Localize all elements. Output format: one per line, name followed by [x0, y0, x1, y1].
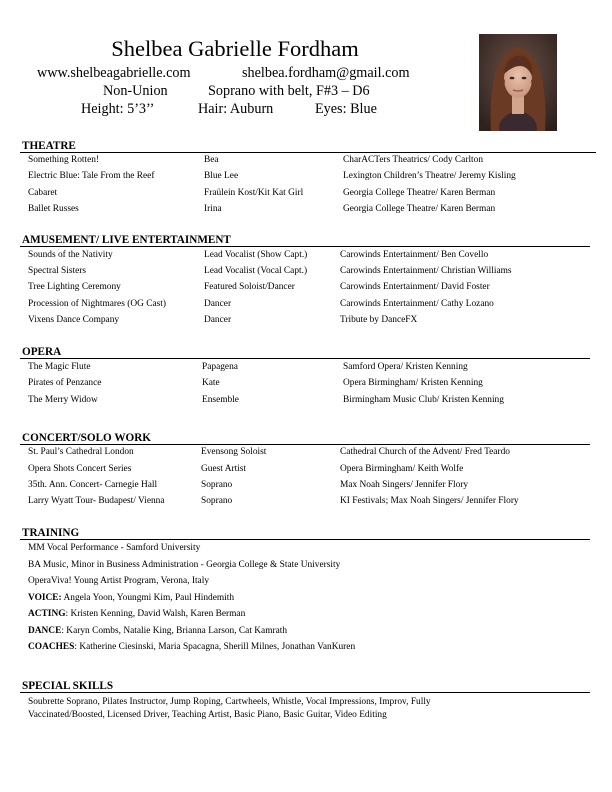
training-voice: VOICE: Angela Yoon, Youngmi Kim, Paul Hindemith	[28, 593, 235, 603]
table-row: 35th. Ann. Concert- Carnegie Hall Soprano Max Noah Singers/ Jennifer Flory	[28, 480, 469, 490]
section-title-opera: OPERA	[22, 346, 62, 358]
table-row: Electric Blue: Tale From the Reef Blue Lee Lexington Children’s Theatre/ Jeremy Kisling	[28, 171, 516, 181]
training-acting: ACTING: Kristen Kenning, David Walsh, Karen Berman	[28, 609, 246, 619]
email-link[interactable]: shelbea.fordham@gmail.com	[242, 65, 410, 81]
section-rule	[20, 246, 590, 247]
training-program: OperaViva! Young Artist Program, Verona, Italy	[28, 576, 210, 586]
table-row: Opera Shots Concert Series Guest Artist Opera Birmingham/ Keith Wolfe	[28, 464, 464, 474]
section-title-concert: CONCERT/SOLO WORK	[22, 432, 152, 444]
voice-type: Soprano with belt, F#3 – D6	[208, 83, 370, 99]
table-row: The Magic Flute Papagena Samford Opera/ Kristen Kenning	[28, 362, 468, 372]
section-title-training: TRAINING	[22, 527, 80, 539]
table-row: The Merry Widow Ensemble Birmingham Music Club/ Kristen Kenning	[28, 395, 504, 405]
website-link[interactable]: www.shelbeagabrielle.com	[37, 65, 191, 81]
table-row: Tree Lighting Ceremony Featured Soloist/Dancer Carowinds Entertainment/ David Foster	[28, 282, 490, 292]
section-rule	[20, 358, 590, 359]
table-row: Spectral Sisters Lead Vocalist (Vocal Capt.) Carowinds Entertainment/ Christian Williams	[28, 266, 512, 276]
union-status: Non-Union	[103, 83, 168, 99]
table-row: Ballet Russes Irina Georgia College Theatre/ Karen Berman	[28, 204, 496, 214]
table-row: Vixens Dance Company Dancer Tribute by DanceFX	[28, 315, 418, 325]
table-row: Something Rotten! Bea CharACTers Theatrics/ Cody Carlton	[28, 155, 484, 165]
section-title-theatre: THEATRE	[22, 140, 76, 152]
table-row: Pirates of Penzance Kate Opera Birmingham/ Kristen Kenning	[28, 378, 483, 388]
resume-name: Shelbea Gabrielle Fordham	[111, 36, 359, 61]
skills-line-2: Vaccinated/Boosted, Licensed Driver, Teaching Artist, Basic Piano, Basic Guitar, Video Editing	[28, 710, 387, 720]
section-rule	[20, 539, 590, 540]
section-rule	[20, 152, 596, 153]
eyes: Eyes: Blue	[315, 101, 377, 117]
table-row: Sounds of the Nativity Lead Vocalist (Show Capt.) Carowinds Entertainment/ Ben Covello	[28, 250, 489, 260]
training-coaches: COACHES: Katherine Ciesinski, Maria Spacagna, Sherill Milnes, Jonathan VanKuren	[28, 642, 356, 652]
skills-line-1: Soubrette Soprano, Pilates Instructor, Jump Roping, Cartwheels, Whistle, Vocal Impressions, Improv, Fully	[28, 697, 431, 707]
section-rule	[20, 692, 590, 693]
training-dance: DANCE: Karyn Combs, Natalie King, Brianna Larson, Cat Kamrath	[28, 626, 288, 636]
training-degree-ba: BA Music, Minor in Business Administration - Georgia College & State University	[28, 560, 341, 570]
training-degree-mm: MM Vocal Performance - Samford University	[28, 543, 201, 553]
table-row: St. Paul’s Cathedral London Evensong Soloist Cathedral Church of the Advent/ Fred Teardo	[28, 447, 510, 457]
headshot-photo	[479, 34, 557, 131]
table-row: Larry Wyatt Tour- Budapest/ Vienna Soprano KI Festivals; Max Noah Singers/ Jennifer Flory	[28, 496, 519, 506]
section-rule	[20, 444, 590, 445]
height: Height: 5’3’’	[81, 101, 155, 117]
section-title-amusement: AMUSEMENT/ LIVE ENTERTAINMENT	[22, 234, 231, 246]
section-title-skills: SPECIAL SKILLS	[22, 680, 114, 692]
table-row: Procession of Nightmares (OG Cast) Dancer Carowinds Entertainment/ Cathy Lozano	[28, 299, 494, 309]
table-row: Cabaret Fraülein Kost/Kit Kat Girl Georgia College Theatre/ Karen Berman	[28, 188, 496, 198]
hair: Hair: Auburn	[198, 101, 274, 117]
